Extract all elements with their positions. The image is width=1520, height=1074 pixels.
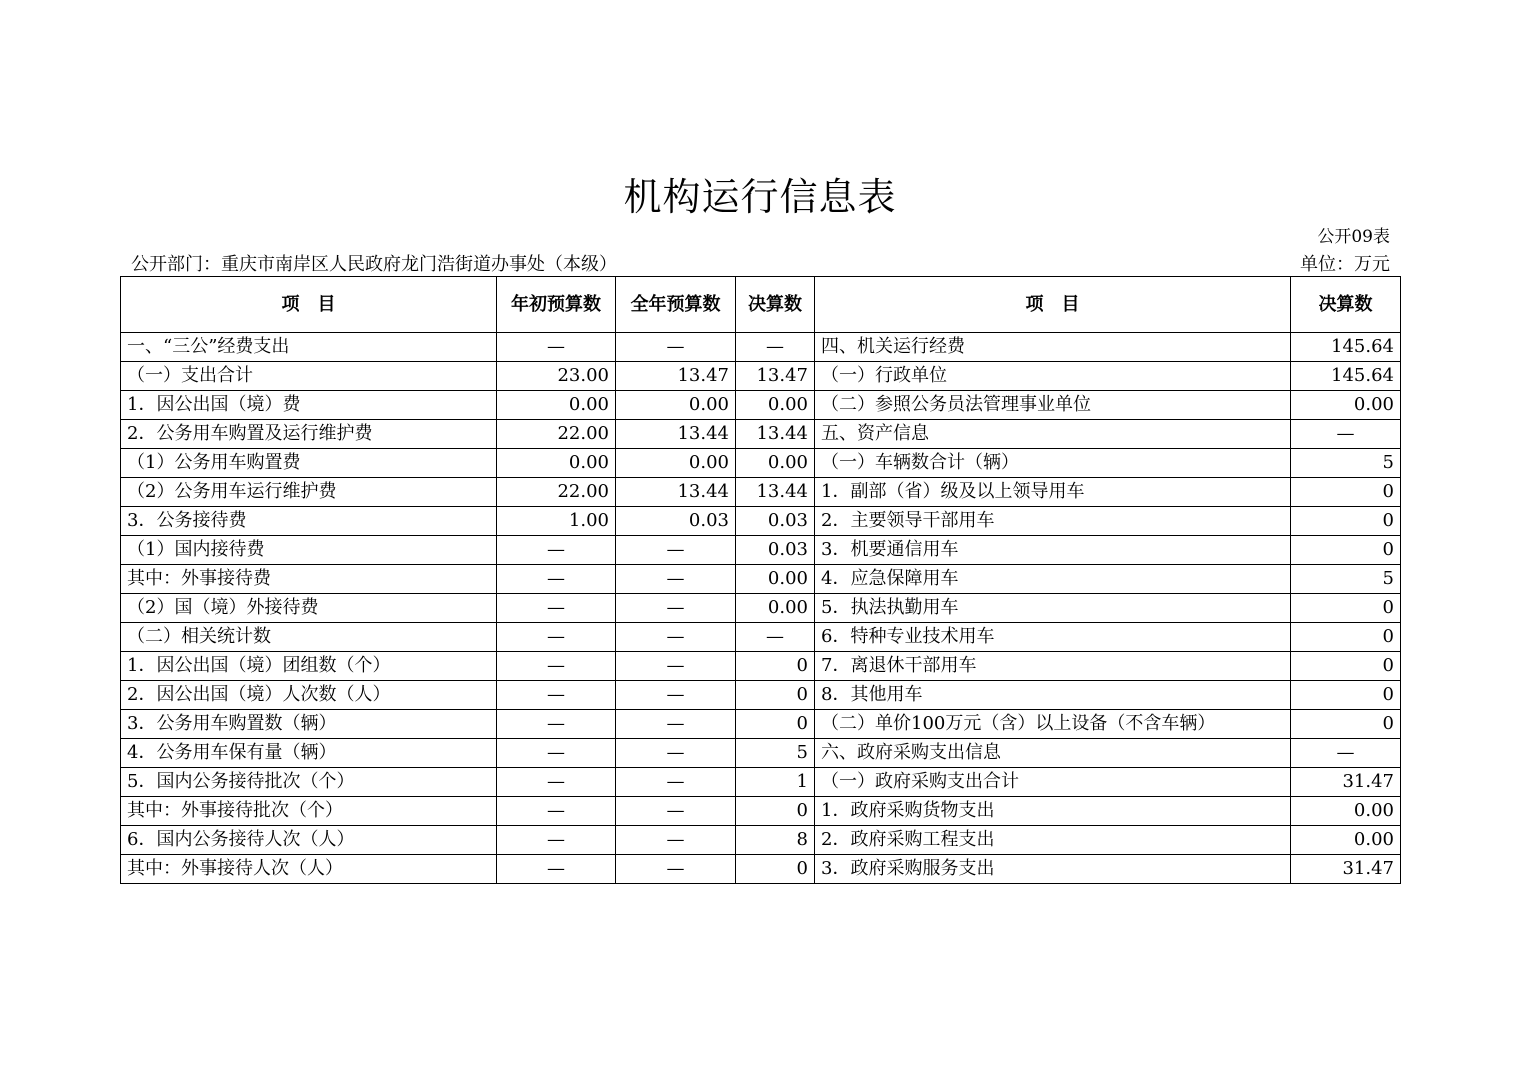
cell-budget-full: — bbox=[616, 826, 736, 855]
table-row bbox=[121, 420, 1401, 449]
cell-budget-initial: 0.00 bbox=[497, 449, 616, 478]
cell-final-right: 0.00 bbox=[1291, 391, 1401, 420]
row-item-right: 2．政府采购工程支出 bbox=[815, 826, 1291, 855]
row-item-right: 1．政府采购货物支出 bbox=[815, 797, 1291, 826]
row-item-right: 1．副部（省）级及以上领导用车 bbox=[815, 478, 1291, 507]
cell-final-right: — bbox=[1291, 739, 1401, 768]
cell-budget-initial: — bbox=[497, 768, 616, 797]
cell-budget-full: — bbox=[616, 536, 736, 565]
row-item-left: 2．公务用车购置及运行维护费 bbox=[121, 420, 497, 449]
row-item-left: 3．公务用车购置数（辆） bbox=[121, 710, 497, 739]
cell-final-right: 0 bbox=[1291, 536, 1401, 565]
col-header-final-left: 决算数 bbox=[736, 277, 815, 333]
cell-budget-full: — bbox=[616, 710, 736, 739]
cell-budget-full: 0.00 bbox=[616, 391, 736, 420]
row-item-left: 6．国内公务接待人次（人） bbox=[121, 826, 497, 855]
row-item-right: （二）单价100万元（含）以上设备（不含车辆） bbox=[815, 710, 1291, 739]
cell-budget-initial: 1.00 bbox=[497, 507, 616, 536]
table-header-row bbox=[121, 277, 1401, 333]
cell-final-left: 0 bbox=[736, 797, 815, 826]
table-row bbox=[121, 855, 1401, 884]
row-item-left: （2）国（境）外接待费 bbox=[121, 594, 497, 623]
row-item-left: 其中：外事接待批次（个） bbox=[121, 797, 497, 826]
cell-budget-initial: — bbox=[497, 710, 616, 739]
form-number: 公开09表 bbox=[1317, 227, 1390, 247]
row-item-right: （一）行政单位 bbox=[815, 362, 1291, 391]
table-row bbox=[121, 449, 1401, 478]
col-header-budget-full: 全年预算数 bbox=[616, 277, 736, 333]
table-row bbox=[121, 826, 1401, 855]
cell-budget-full: — bbox=[616, 565, 736, 594]
row-item-left: （2）公务用车运行维护费 bbox=[121, 478, 497, 507]
row-item-left: （1）国内接待费 bbox=[121, 536, 497, 565]
cell-final-right: 0 bbox=[1291, 710, 1401, 739]
row-item-left: （一）支出合计 bbox=[121, 362, 497, 391]
cell-final-left: — bbox=[736, 623, 815, 652]
cell-budget-initial: 0.00 bbox=[497, 391, 616, 420]
page-title: 机构运行信息表 bbox=[623, 175, 897, 219]
cell-budget-initial: — bbox=[497, 739, 616, 768]
row-item-left: 1．因公出国（境）团组数（个） bbox=[121, 652, 497, 681]
cell-budget-full: — bbox=[616, 623, 736, 652]
row-item-right: 六、政府采购支出信息 bbox=[815, 739, 1291, 768]
row-item-right: 4．应急保障用车 bbox=[815, 565, 1291, 594]
cell-final-left: 0.03 bbox=[736, 536, 815, 565]
cell-final-right: 0 bbox=[1291, 594, 1401, 623]
cell-budget-full: 0.00 bbox=[616, 449, 736, 478]
cell-final-right: 145.64 bbox=[1291, 362, 1401, 391]
table-row bbox=[121, 681, 1401, 710]
info-table bbox=[120, 276, 1401, 884]
cell-budget-full: — bbox=[616, 855, 736, 884]
table-row bbox=[121, 565, 1401, 594]
table-row bbox=[121, 768, 1401, 797]
cell-final-left: 13.44 bbox=[736, 478, 815, 507]
cell-final-left: 8 bbox=[736, 826, 815, 855]
cell-final-left: 0 bbox=[736, 652, 815, 681]
row-item-right: 8．其他用车 bbox=[815, 681, 1291, 710]
cell-budget-full: — bbox=[616, 768, 736, 797]
table-row bbox=[121, 507, 1401, 536]
cell-budget-full: — bbox=[616, 797, 736, 826]
cell-final-left: 0.03 bbox=[736, 507, 815, 536]
cell-final-left: 0 bbox=[736, 855, 815, 884]
cell-budget-full: 13.47 bbox=[616, 362, 736, 391]
cell-final-left: 13.47 bbox=[736, 362, 815, 391]
cell-final-left: 0.00 bbox=[736, 594, 815, 623]
row-item-right: 四、机关运行经费 bbox=[815, 333, 1291, 362]
table-row bbox=[121, 536, 1401, 565]
table-row bbox=[121, 652, 1401, 681]
cell-final-left: 1 bbox=[736, 768, 815, 797]
table-row bbox=[121, 710, 1401, 739]
cell-final-left: 13.44 bbox=[736, 420, 815, 449]
col-header-budget-initial: 年初预算数 bbox=[497, 277, 616, 333]
cell-budget-full: — bbox=[616, 652, 736, 681]
cell-final-right: 0 bbox=[1291, 681, 1401, 710]
cell-budget-initial: — bbox=[497, 652, 616, 681]
cell-budget-initial: — bbox=[497, 623, 616, 652]
cell-budget-initial: — bbox=[497, 855, 616, 884]
col-header-item-left: 项 目 bbox=[121, 277, 497, 333]
row-item-left: 其中：外事接待人次（人） bbox=[121, 855, 497, 884]
cell-final-right: 145.64 bbox=[1291, 333, 1401, 362]
row-item-left: （1）公务用车购置费 bbox=[121, 449, 497, 478]
cell-budget-full: — bbox=[616, 594, 736, 623]
cell-budget-initial: 23.00 bbox=[497, 362, 616, 391]
cell-final-right: — bbox=[1291, 420, 1401, 449]
col-header-final-right: 决算数 bbox=[1291, 277, 1401, 333]
col-header-item-right: 项 目 bbox=[815, 277, 1291, 333]
cell-final-right: 5 bbox=[1291, 565, 1401, 594]
row-item-left: 2．因公出国（境）人次数（人） bbox=[121, 681, 497, 710]
cell-budget-full: 13.44 bbox=[616, 478, 736, 507]
row-item-right: 五、资产信息 bbox=[815, 420, 1291, 449]
cell-budget-initial: — bbox=[497, 333, 616, 362]
row-item-left: 1．因公出国（境）费 bbox=[121, 391, 497, 420]
table-row bbox=[121, 797, 1401, 826]
cell-final-left: 0 bbox=[736, 681, 815, 710]
row-item-right: 2．主要领导干部用车 bbox=[815, 507, 1291, 536]
row-item-right: 6．特种专业技术用车 bbox=[815, 623, 1291, 652]
row-item-right: （二）参照公务员法管理事业单位 bbox=[815, 391, 1291, 420]
row-item-right: （一）车辆数合计（辆） bbox=[815, 449, 1291, 478]
cell-budget-initial: 22.00 bbox=[497, 420, 616, 449]
table-row bbox=[121, 362, 1401, 391]
department-label: 公开部门：重庆市南岸区人民政府龙门浩街道办事处（本级） bbox=[131, 254, 617, 275]
table-row bbox=[121, 739, 1401, 768]
cell-final-right: 0 bbox=[1291, 623, 1401, 652]
row-item-left: 4．公务用车保有量（辆） bbox=[121, 739, 497, 768]
cell-budget-initial: — bbox=[497, 594, 616, 623]
cell-budget-full: 13.44 bbox=[616, 420, 736, 449]
row-item-right: 5．执法执勤用车 bbox=[815, 594, 1291, 623]
cell-budget-initial: 22.00 bbox=[497, 478, 616, 507]
cell-final-left: 0.00 bbox=[736, 391, 815, 420]
cell-final-right: 31.47 bbox=[1291, 768, 1401, 797]
row-item-left: 3．公务接待费 bbox=[121, 507, 497, 536]
cell-final-right: 0 bbox=[1291, 478, 1401, 507]
cell-final-right: 5 bbox=[1291, 449, 1401, 478]
cell-final-left: 0.00 bbox=[736, 565, 815, 594]
table-row bbox=[121, 391, 1401, 420]
table-row bbox=[121, 594, 1401, 623]
cell-budget-initial: — bbox=[497, 826, 616, 855]
table-row bbox=[121, 623, 1401, 652]
cell-budget-full: — bbox=[616, 333, 736, 362]
row-item-left: 其中：外事接待费 bbox=[121, 565, 497, 594]
cell-budget-initial: — bbox=[497, 797, 616, 826]
row-item-right: 7．离退休干部用车 bbox=[815, 652, 1291, 681]
cell-final-right: 0 bbox=[1291, 507, 1401, 536]
table-row bbox=[121, 333, 1401, 362]
cell-final-right: 0.00 bbox=[1291, 797, 1401, 826]
unit-label: 单位：万元 bbox=[1300, 254, 1390, 275]
cell-final-left: 0 bbox=[736, 710, 815, 739]
cell-final-right: 31.47 bbox=[1291, 855, 1401, 884]
row-item-right: 3．政府采购服务支出 bbox=[815, 855, 1291, 884]
cell-final-right: 0.00 bbox=[1291, 826, 1401, 855]
cell-budget-full: — bbox=[616, 681, 736, 710]
row-item-left: 5．国内公务接待批次（个） bbox=[121, 768, 497, 797]
cell-final-left: — bbox=[736, 333, 815, 362]
cell-budget-initial: — bbox=[497, 536, 616, 565]
row-item-right: （一）政府采购支出合计 bbox=[815, 768, 1291, 797]
row-item-left: 一、“三公”经费支出 bbox=[121, 333, 497, 362]
cell-budget-full: — bbox=[616, 739, 736, 768]
row-item-left: （二）相关统计数 bbox=[121, 623, 497, 652]
cell-final-left: 5 bbox=[736, 739, 815, 768]
cell-budget-initial: — bbox=[497, 681, 616, 710]
row-item-right: 3．机要通信用车 bbox=[815, 536, 1291, 565]
cell-budget-initial: — bbox=[497, 565, 616, 594]
cell-final-left: 0.00 bbox=[736, 449, 815, 478]
cell-budget-full: 0.03 bbox=[616, 507, 736, 536]
table-row bbox=[121, 478, 1401, 507]
cell-final-right: 0 bbox=[1291, 652, 1401, 681]
